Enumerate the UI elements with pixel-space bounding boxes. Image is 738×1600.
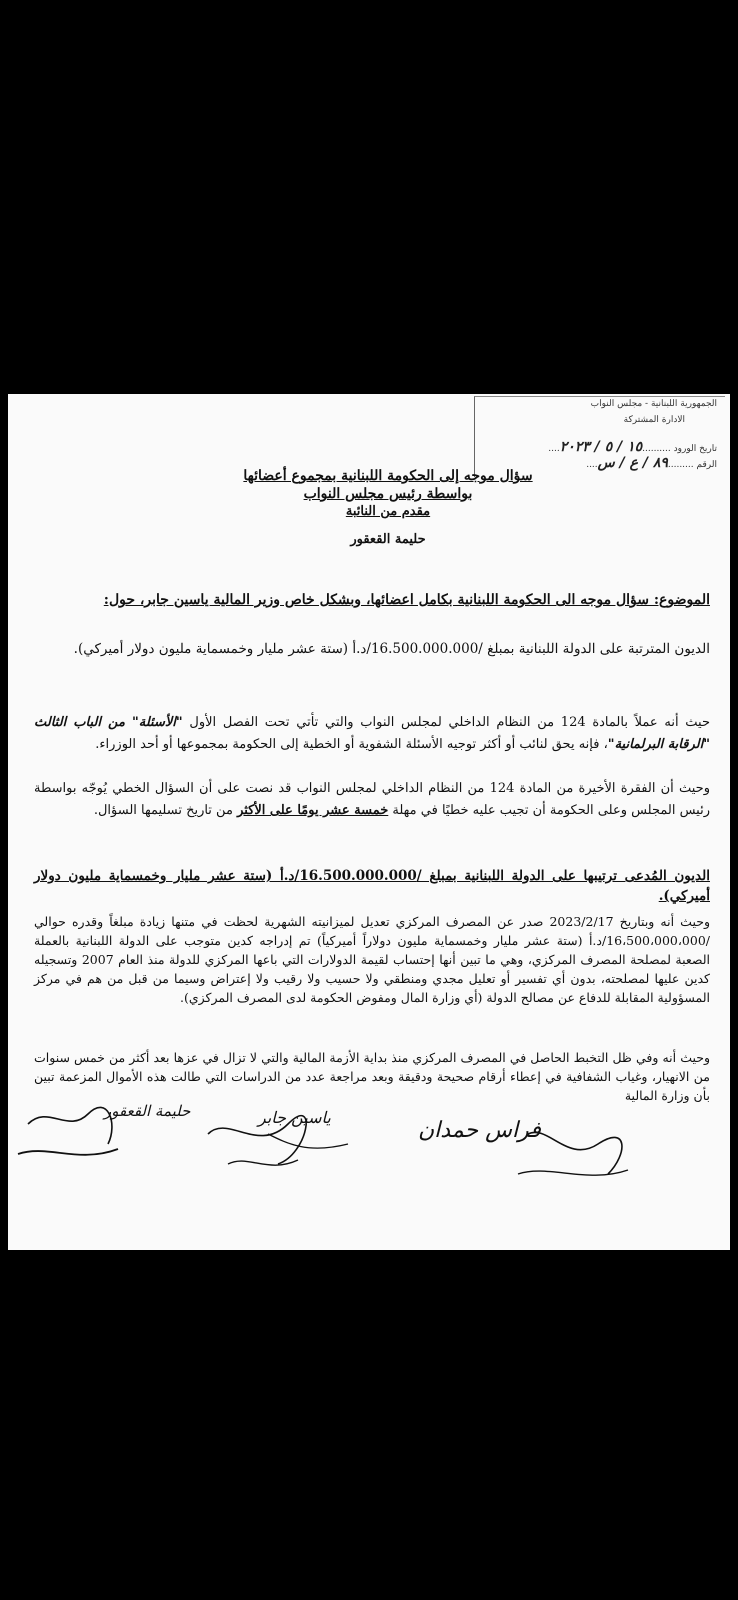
p2-part-c: ، فإنه يحق لنائب أو أكثر توجيه الأسئلة الشفوية أو الخطية إلى الحكومة بمجموعها أو أحد الوزراء.: [95, 737, 608, 752]
paragraph-turmoil: وحيث أنه وفي ظل التخبط الحاصل في المصرف المركزي منذ بداية الأزمة المالية والتي لا تزال في عزها بعد أكثر من خمس سنوات من الانهيار، وغياب الشفافية في إعطاء أرقام صحيحة ودقيقة وبعد مراجعة عدد من الدراسات التي طالت هذه الأموال المزعمة تبين بأن وزارة المالية: [34, 1050, 710, 1103]
header-line-2: بواسطة رئيس مجلس النواب: [303, 486, 473, 502]
stamp-line-1: الجمهورية اللبنانية - مجلس النواب: [590, 399, 717, 409]
p2-part-a: حيث أنه عملاً بالمادة 124 من النظام الداخلي لمجلس النواب والتي تأتي تحت الفصل الأول: [182, 715, 710, 730]
signature-1: حليمة القعقور: [104, 1102, 191, 1120]
paragraph-deadline: [34, 778, 710, 822]
stamp-number-value: ٨٩ / ع / س: [597, 455, 668, 471]
stamp-number: الرقم .........٨٩ / ع / س....: [586, 455, 717, 471]
deputy-name: حليمة القعقور: [350, 532, 426, 547]
stamp-number-label: الرقم: [696, 460, 717, 470]
header-line-3: مقدم من النائبة: [345, 504, 431, 519]
paragraph-central-bank: وحيث أنه وبتاريخ 2023/2/17 صدر عن المصرف المركزي تعديل لميزانيته الشهرية لحظت في متنها زيادة مبلغاً وقدره حوالي /16،500،000،000/د.أ (ستة عشر مليار وخمسماية مليون دولاراً أميركياً) تم إدراجه كدين متوجب على الدولة اللبنانية بالعملة الصعبة لمصلحة المصرف المركزي، وهي ما تبين أنها إحتساب لقيمة الدولارات التي باعها المركزي للدولة منذ العام 2007 وتسجيله كدين عليها لمصلحته، بدون أي تفسير أو تعليل مجدي ومنطقي ولا حسيب ولا رقيب ولا إعتراض وسيما من قبل من هم في مركز المسؤولية المقابلة للدفاع عن مصالح الدولة (أي وزارة المال ومفوض الحكومة لدى المصرف المركزي).: [34, 914, 710, 1005]
stamp-date-label: تاريخ الورود: [673, 444, 717, 454]
subject-line: الموضوع: سؤال موجه الى الحكومة اللبنانية بكامل اعضائها، وبشكل خاص وزير المالية ياسين جابر، حول:: [103, 592, 710, 608]
signature-2: ياسين جابر: [258, 1108, 331, 1127]
registry-stamp: [474, 396, 725, 477]
p2-part-b: "الأسئلة" من الباب الثالث "الرقابة البرلمانية": [34, 715, 710, 752]
p3-part-c: من تاريخ تسليمها السؤال.: [93, 803, 238, 818]
p3-part-b: خمسة عشر يومًا على الأكثر: [237, 803, 389, 818]
signature-3: فراس حمدان: [418, 1118, 541, 1143]
document-page: [8, 394, 730, 1250]
signatures-area: [8, 1094, 730, 1244]
p3-part-a: وحيث أن الفقرة الأخيرة من المادة 124 من النظام الداخلي لمجلس النواب قد نصت على أن السؤال الخطي يُوجّه بواسطة رئيس المجلس وعلى الحكومة أن تجيب عليه خطيًا في مهلة: [34, 781, 710, 818]
paragraph-claimed-debt-heading: الديون المُدعى ترتيبها على الدولة اللبنانية بمبلغ /16.500.000.000/د.أ (ستة عشر مليار وخمسماية مليون دولار أميركي).: [34, 868, 710, 904]
stamp-line-2: الادارة المشتركة: [623, 415, 685, 425]
stamp-date: تاريخ الورود ..........١٥ / ٥ / ٢٠٢٣....: [548, 439, 717, 455]
paragraph-debt-amount: الديون المترتبة على الدولة اللبنانية بمبلغ /16.500.000.000/د.أ (ستة عشر مليار وخمسماية مليون دولار أميركي).: [73, 641, 710, 657]
header-line-1: سؤال موجه إلى الحكومة اللبنانية بمجموع أعضائها: [243, 468, 533, 484]
paragraph-article-124: [34, 712, 710, 756]
stamp-date-value: ١٥ / ٥ / ٢٠٢٣: [559, 439, 643, 455]
